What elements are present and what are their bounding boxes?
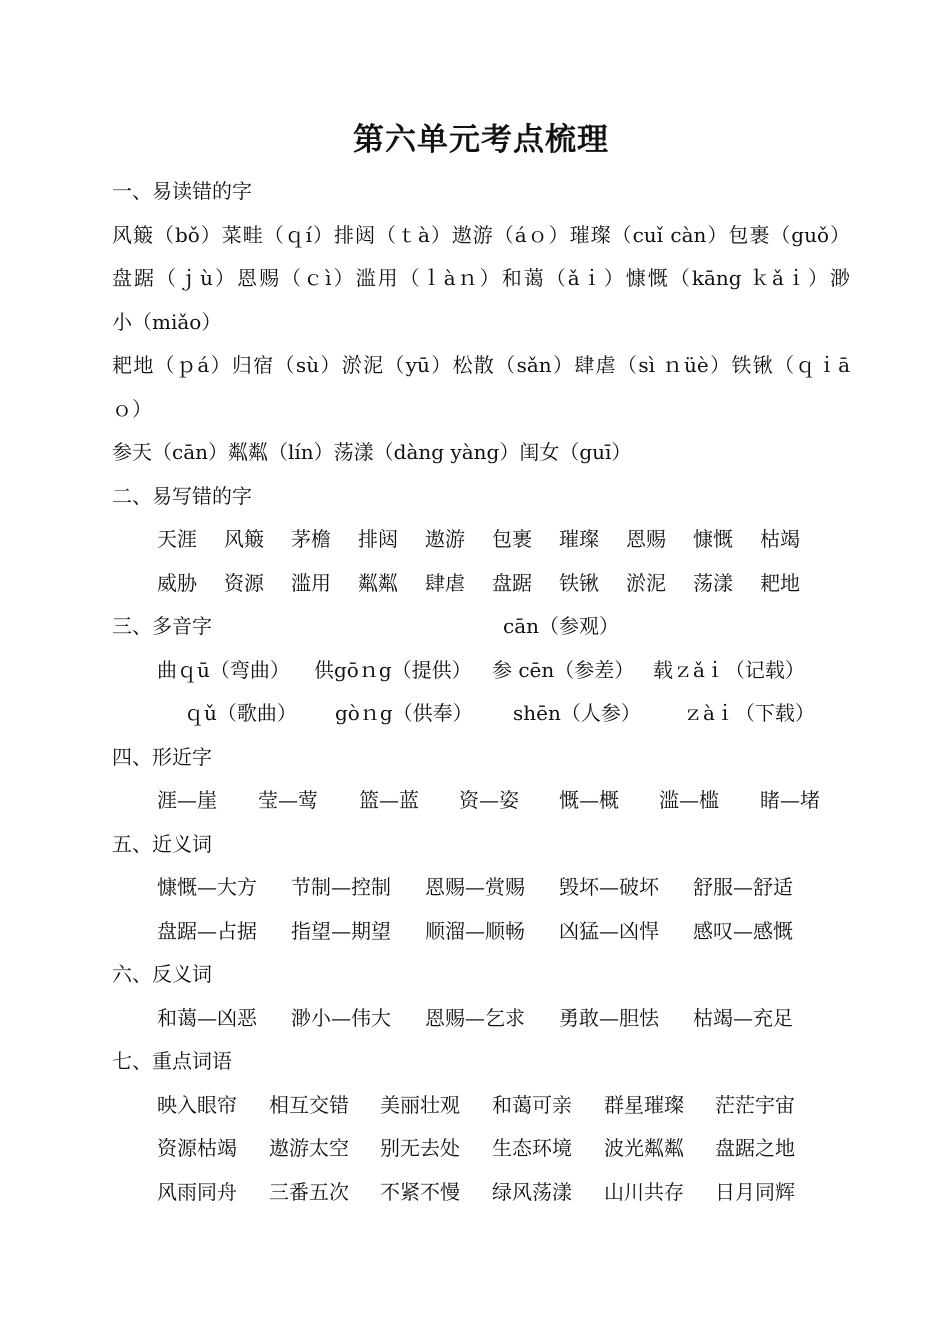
polyphone: 载ｚǎｉ（记载） bbox=[653, 658, 805, 682]
text-line: 盘踞（ｊù）恩赐（ｃì）滥用（ｌàｎ）和蔼（ǎｉ）慷慨（kāng ｋǎｉ）渺 bbox=[112, 266, 850, 290]
char-pair: 莹—莺 bbox=[258, 788, 318, 812]
section-heading-5: 五、近义词 bbox=[112, 832, 212, 856]
word: 耙地 bbox=[760, 571, 800, 595]
section-heading-1: 一、易读错的字 bbox=[112, 179, 252, 203]
word: 铁锹 bbox=[559, 571, 599, 595]
synonym-pair: 指望—期望 bbox=[291, 919, 391, 943]
section-heading-2: 二、易写错的字 bbox=[112, 484, 252, 508]
phrase: 美丽壮观 bbox=[380, 1093, 460, 1117]
polyphone: 参 cēn（参差） bbox=[492, 658, 635, 682]
phrase: 遨游太空 bbox=[269, 1136, 349, 1160]
word: 遨游 bbox=[425, 527, 465, 551]
polyphone: ｚàｉ（下载） bbox=[683, 701, 815, 725]
word: 风簸 bbox=[224, 527, 264, 551]
char-pair: 慨—概 bbox=[559, 788, 619, 812]
phrase: 别无去处 bbox=[380, 1136, 460, 1160]
antonym-pair: 恩赐—乞求 bbox=[425, 1006, 525, 1030]
phrase: 盘踞之地 bbox=[715, 1136, 795, 1160]
polyphone: shēn（人参） bbox=[513, 701, 641, 725]
char-pair: 篮—蓝 bbox=[359, 788, 419, 812]
word: 慷慨 bbox=[693, 527, 733, 551]
synonym-pair: 凶猛—凶悍 bbox=[559, 919, 659, 943]
synonym-pair: 舒服—舒适 bbox=[693, 875, 793, 899]
text-line: 耙地（ｐá）归宿（sù）淤泥（yū）松散（sǎn）肆虐（sì ｎüè）铁锹（ｑｉā bbox=[112, 353, 850, 377]
polyphone: 曲ｑū（弯曲） bbox=[157, 658, 290, 682]
char-pair: 睹—堵 bbox=[760, 788, 820, 812]
word: 枯竭 bbox=[760, 527, 800, 551]
phrase: 日月同辉 bbox=[715, 1180, 795, 1204]
word: 滥用 bbox=[291, 571, 331, 595]
synonym-pair: 顺溜—顺畅 bbox=[425, 919, 525, 943]
word: 荡漾 bbox=[693, 571, 733, 595]
antonym-pair: 勇敢—胆怯 bbox=[559, 1006, 659, 1030]
phrase: 波光粼粼 bbox=[604, 1136, 684, 1160]
word: 排闼 bbox=[358, 527, 398, 551]
synonym-pair: 毁坏—破坏 bbox=[559, 875, 659, 899]
word: 威胁 bbox=[157, 571, 197, 595]
phrase: 映入眼帘 bbox=[157, 1093, 237, 1117]
antonym-pair: 枯竭—充足 bbox=[693, 1006, 793, 1030]
phrase: 绿风荡漾 bbox=[492, 1180, 572, 1204]
word: 资源 bbox=[224, 571, 264, 595]
phrase: 相互交错 bbox=[269, 1093, 349, 1117]
phrase: 风雨同舟 bbox=[157, 1180, 237, 1204]
antonym-pair: 和蔼—凶恶 bbox=[157, 1006, 257, 1030]
text-line: ｏ） bbox=[112, 397, 152, 421]
phrase: 群星璀璨 bbox=[604, 1093, 684, 1117]
page-title: 第六单元考点梳理 bbox=[353, 122, 609, 158]
word: 茅檐 bbox=[291, 527, 331, 551]
phrase: 生态环境 bbox=[492, 1136, 572, 1160]
polyphone: 供gōｎg（提供） bbox=[314, 658, 472, 682]
synonym-pair: 盘踞—占据 bbox=[157, 919, 257, 943]
phrase: 资源枯竭 bbox=[157, 1136, 237, 1160]
word: 盘踞 bbox=[492, 571, 532, 595]
word: 淤泥 bbox=[626, 571, 666, 595]
section-heading-6: 六、反义词 bbox=[112, 962, 212, 986]
section-heading-7: 七、重点词语 bbox=[112, 1049, 232, 1073]
polyphone: gòｎg（供奉） bbox=[335, 701, 473, 725]
word: 恩赐 bbox=[626, 527, 666, 551]
char-pair: 资—姿 bbox=[459, 788, 519, 812]
word: 粼粼 bbox=[358, 571, 398, 595]
text-line: 小（miǎo） bbox=[112, 310, 222, 334]
phrase: 不紧不慢 bbox=[380, 1180, 460, 1204]
word: 璀璨 bbox=[559, 527, 599, 551]
polyphone: ｑǔ（歌曲） bbox=[184, 701, 297, 725]
word: 天涯 bbox=[157, 527, 197, 551]
word: 包裹 bbox=[492, 527, 532, 551]
phrase: 和蔼可亲 bbox=[492, 1093, 572, 1117]
synonym-pair: 节制—控制 bbox=[291, 875, 391, 899]
word: 肆虐 bbox=[425, 571, 465, 595]
text-line: 风簸（bǒ）菜畦（ｑí）排闼（ｔà）遨游（áｏ）璀璨（cuǐ càn）包裹（guǒ） bbox=[112, 223, 850, 247]
section-heading-4: 四、形近字 bbox=[112, 745, 212, 769]
phrase: 三番五次 bbox=[269, 1180, 349, 1204]
phrase: 山川共存 bbox=[604, 1180, 684, 1204]
synonym-pair: 慷慨—大方 bbox=[157, 875, 257, 899]
phrase: 茫茫宇宙 bbox=[715, 1093, 795, 1117]
synonym-pair: 恩赐—赏赐 bbox=[425, 875, 525, 899]
antonym-pair: 渺小—伟大 bbox=[291, 1006, 391, 1030]
char-pair: 滥—槛 bbox=[659, 788, 719, 812]
section-heading-3: 三、多音字 bbox=[112, 614, 212, 638]
char-pair: 涯—崖 bbox=[157, 788, 217, 812]
synonym-pair: 感叹—感慨 bbox=[693, 919, 793, 943]
text-line: 参天（cān）粼粼（lín）荡漾（dàng yàng）闺女（guī） bbox=[112, 440, 632, 464]
reading-note: cān（参观） bbox=[503, 614, 620, 638]
